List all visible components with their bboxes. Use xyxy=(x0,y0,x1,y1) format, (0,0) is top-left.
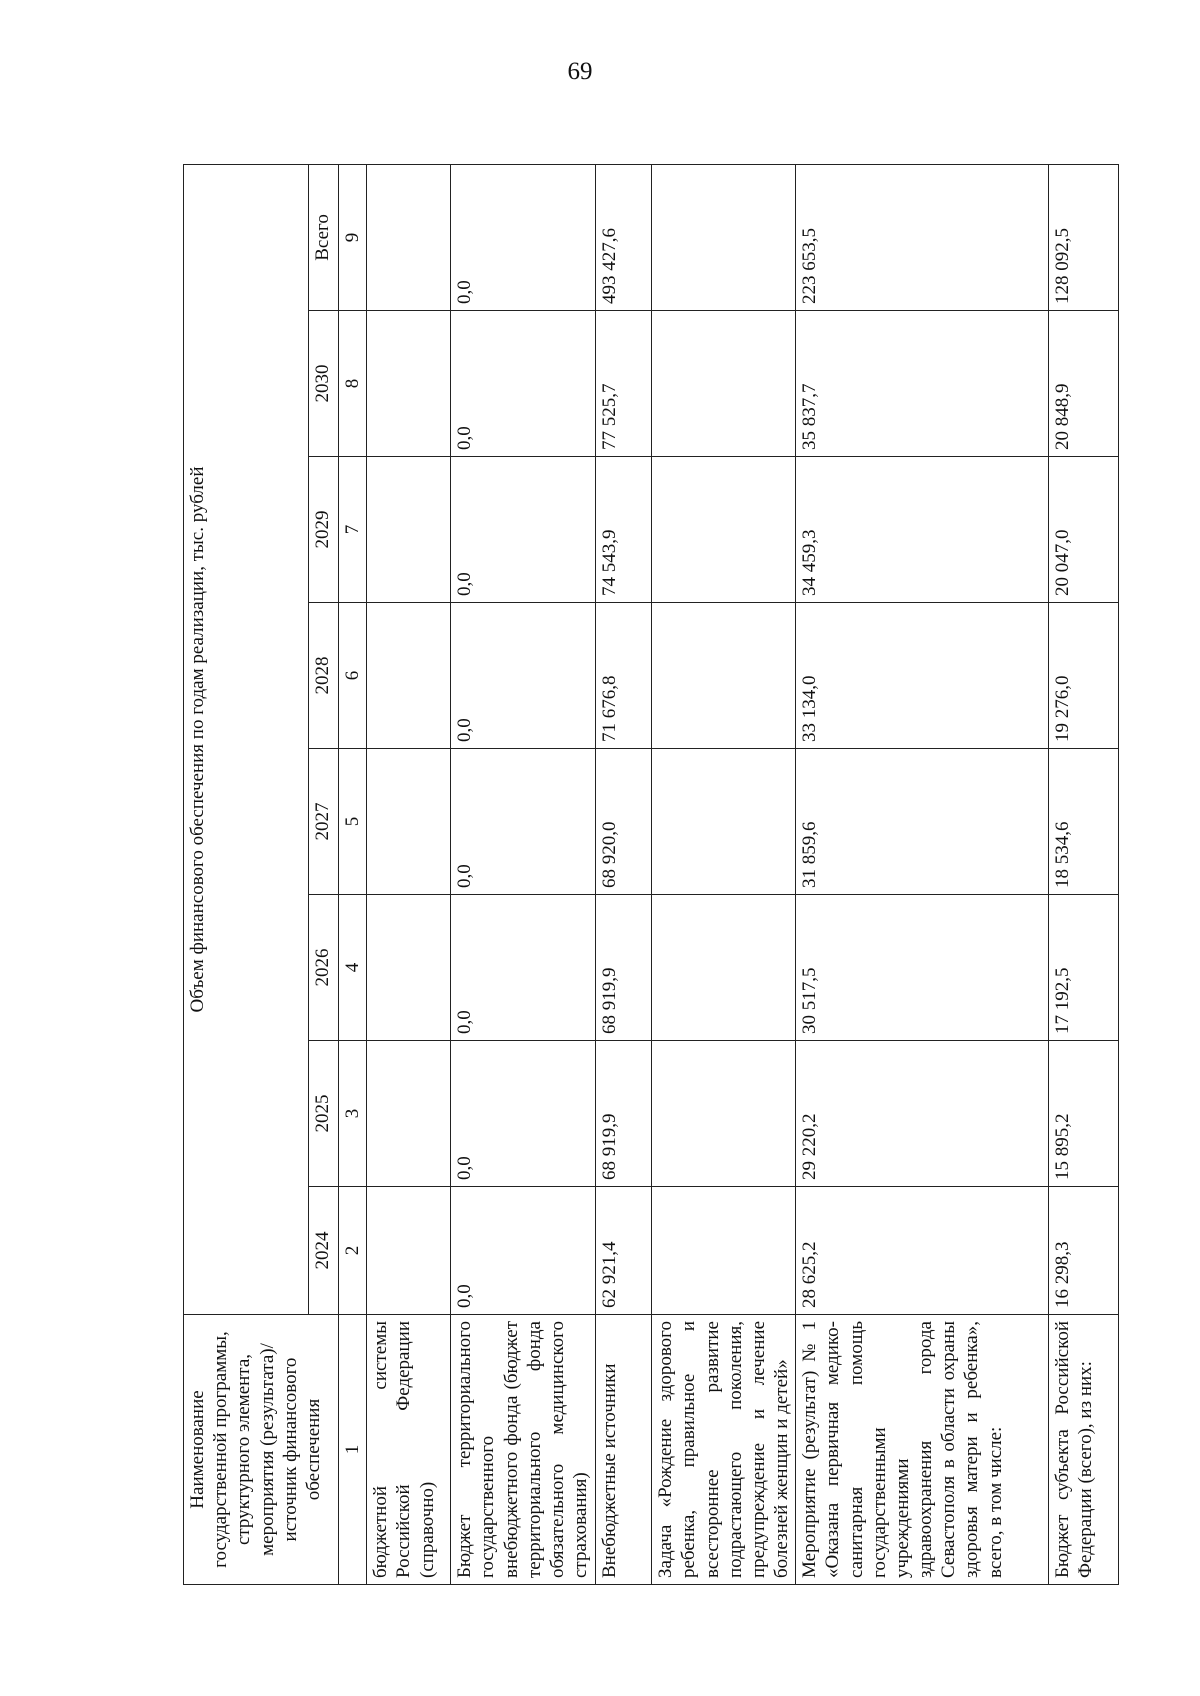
header-volume-text: Объем финансового обеспечения по годам реализации, тыс. рублей xyxy=(187,466,208,1013)
row-label: Внебюджетные источники xyxy=(596,1315,652,1585)
row-value: 0,0 xyxy=(451,1041,596,1187)
column-number: 6 xyxy=(339,603,367,749)
row-value: 62 921,4 xyxy=(596,1187,652,1315)
header-name-text: Наименование государственной программы, структурного элемента, мероприятия (результата)/источник финансового обеспечения xyxy=(187,1331,324,1568)
row-value: 0,0 xyxy=(451,457,596,603)
row-value xyxy=(367,311,451,457)
row-label: Мероприятие (результат) № 1 «Оказана первичная медико-санитарная помощь государственными учреждениями здравоохранения города Севастополя в области охраны здоровья матери и ребенка», всего, в том числе: xyxy=(796,1315,1049,1585)
row-value xyxy=(367,1187,451,1315)
row-value xyxy=(652,311,796,457)
year-header: Всего xyxy=(309,164,339,310)
column-number: 4 xyxy=(339,895,367,1041)
table-row xyxy=(596,164,652,1584)
row-value: 128 092,5 xyxy=(1049,164,1119,310)
rotated-table-container xyxy=(183,165,1113,1585)
header-volume-cell xyxy=(184,164,309,1314)
row-value xyxy=(367,749,451,895)
table-row xyxy=(367,164,451,1584)
row-value: 16 298,3 xyxy=(1049,1187,1119,1315)
row-value xyxy=(367,164,451,310)
row-value xyxy=(652,164,796,310)
row-value: 0,0 xyxy=(451,311,596,457)
row-value: 34 459,3 xyxy=(796,457,1049,603)
row-value: 20 848,9 xyxy=(1049,311,1119,457)
row-value: 0,0 xyxy=(451,603,596,749)
year-header: 2027 xyxy=(309,749,339,895)
row-value xyxy=(367,1041,451,1187)
row-label: бюджетной системы Российской Федерации (справочно) xyxy=(367,1315,451,1585)
header-name-cell xyxy=(184,1315,339,1585)
row-value: 29 220,2 xyxy=(796,1041,1049,1187)
row-value xyxy=(652,1041,796,1187)
row-value: 493 427,6 xyxy=(596,164,652,310)
table-row xyxy=(1049,164,1119,1584)
column-number: 8 xyxy=(339,311,367,457)
year-header: 2030 xyxy=(309,311,339,457)
row-label: Бюджет территориального государственного внебюджетного фонда (бюджет территориального фонда обязательного медицинского страхования) xyxy=(451,1315,596,1585)
year-header: 2028 xyxy=(309,603,339,749)
row-value: 33 134,0 xyxy=(796,603,1049,749)
table-row xyxy=(652,164,796,1584)
row-value xyxy=(652,749,796,895)
column-number: 7 xyxy=(339,457,367,603)
row-value: 28 625,2 xyxy=(796,1187,1049,1315)
row-value xyxy=(652,895,796,1041)
row-value: 68 919,9 xyxy=(596,895,652,1041)
row-value: 30 517,5 xyxy=(796,895,1049,1041)
row-value xyxy=(652,1187,796,1315)
table-row xyxy=(796,164,1049,1584)
budget-table xyxy=(183,164,1119,1585)
row-value: 17 192,5 xyxy=(1049,895,1119,1041)
row-value: 74 543,9 xyxy=(596,457,652,603)
year-header: 2025 xyxy=(309,1041,339,1187)
row-value: 0,0 xyxy=(451,164,596,310)
row-value: 71 676,8 xyxy=(596,603,652,749)
row-value: 68 919,9 xyxy=(596,1041,652,1187)
row-value: 20 047,0 xyxy=(1049,457,1119,603)
column-number: 9 xyxy=(339,164,367,310)
column-number: 2 xyxy=(339,1187,367,1315)
row-value: 15 895,2 xyxy=(1049,1041,1119,1187)
row-label: Задача «Рождение здорового ребенка, правильное и всестороннее развитие подрастающего поколения, предупреждение и лечение болезней женщин и детей» xyxy=(652,1315,796,1585)
table-row xyxy=(451,164,596,1584)
column-number: 3 xyxy=(339,1041,367,1187)
row-value: 68 920,0 xyxy=(596,749,652,895)
page-number: 69 xyxy=(567,58,593,85)
row-value xyxy=(652,457,796,603)
column-number-row xyxy=(339,164,367,1584)
column-number: 5 xyxy=(339,749,367,895)
row-value: 0,0 xyxy=(451,895,596,1041)
row-value xyxy=(367,457,451,603)
year-header: 2024 xyxy=(309,1187,339,1315)
row-value: 77 525,7 xyxy=(596,311,652,457)
row-value: 223 653,5 xyxy=(796,164,1049,310)
row-value xyxy=(367,603,451,749)
row-label: Бюджет субъекта Российской Федерации (всего), из них: xyxy=(1049,1315,1119,1585)
row-value xyxy=(367,895,451,1041)
row-value: 31 859,6 xyxy=(796,749,1049,895)
row-value: 0,0 xyxy=(451,749,596,895)
row-value: 0,0 xyxy=(451,1187,596,1315)
year-header: 2029 xyxy=(309,457,339,603)
year-header: 2026 xyxy=(309,895,339,1041)
row-value: 19 276,0 xyxy=(1049,603,1119,749)
row-value: 18 534,6 xyxy=(1049,749,1119,895)
column-number: 1 xyxy=(339,1315,367,1585)
row-value xyxy=(652,603,796,749)
row-value: 35 837,7 xyxy=(796,311,1049,457)
